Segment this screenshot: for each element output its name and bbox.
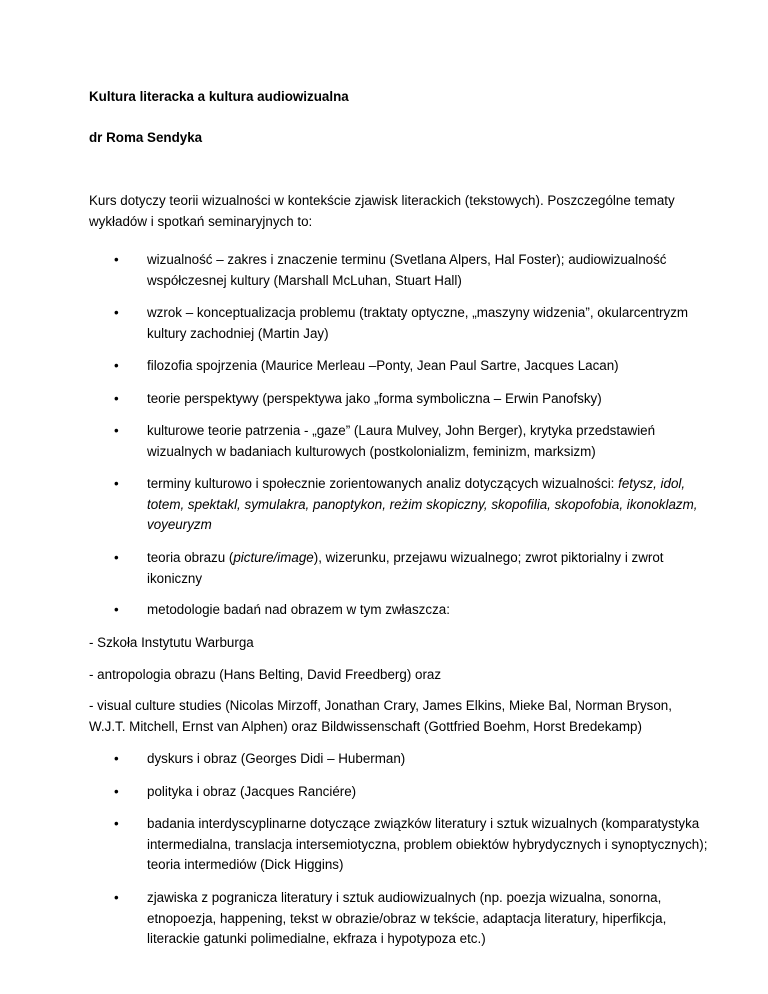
document-author: dr Roma Sendyka xyxy=(89,130,203,145)
bullet-icon: • xyxy=(114,358,119,373)
bullet-icon: • xyxy=(114,816,119,831)
list-item-part-a: teoria obrazu ( xyxy=(147,550,234,565)
bullet-icon: • xyxy=(114,784,119,799)
list-item-text: metodologie badań nad obrazem w tym zwłaszcza: xyxy=(147,602,450,617)
list-item-part-c: ), wizerunku, przejawu wizualnego; zwrot piktorialny i zwrot ikoniczny xyxy=(147,550,664,586)
dash-line: - visual culture studies (Nicolas Mirzoff, Jonathan Crary, James Elkins, Mieke Bal, Norman Bryson, W.J.T. Mitchell, Ernst van Alphen) oraz Bildwissenschaft (Gottfried Boehm, Horst Bredekamp) xyxy=(89,698,672,734)
list-item-part-b: picture/image xyxy=(233,550,314,565)
list-item-text: badania interdyscyplinarne dotyczące związków literatury i sztuk wizualnych (komparatystyka intermedialna, translacja intersemiotyczna, problem obiektów hybrydycznych i synoptycznych); teoria intermediów (Dick Higgins) xyxy=(147,816,708,872)
bullet-icon: • xyxy=(114,423,119,438)
list-item-text: teorie perspektywy (perspektywa jako „forma symboliczna – Erwin Panofsky) xyxy=(147,391,602,406)
bullet-icon: • xyxy=(114,751,119,766)
list-item-text: polityka i obraz (Jacques Ranciére) xyxy=(147,784,357,799)
list-item-text: wzrok – konceptualizacja problemu (traktaty optyczne, „maszyny widzenia”, okularcentryzm kultury zachodniej (Martin Jay) xyxy=(147,305,689,341)
bullet-icon: • xyxy=(114,602,119,617)
list-item-text xyxy=(147,474,717,536)
bullet-icon: • xyxy=(114,550,119,565)
dash-line: - antropologia obrazu (Hans Belting, David Freedberg) oraz xyxy=(89,667,442,682)
list-item-prefix: terminy kulturowo i społecznie zorientowanych analiz dotyczących wizualności: xyxy=(147,476,619,491)
list-item-text: zjawiska z pogranicza literatury i sztuk audiowizualnych (np. poezja wizualna, sonorna, etnopoezja, happening, tekst w obrazie/obraz w tekście, adaptacja literatury, hiperfikcja, literackie gatunki polimedialne, ekfraza i hypotypoza etc.) xyxy=(147,890,667,946)
bullet-icon: • xyxy=(114,305,119,320)
list-item-text: dyskurs i obraz (Georges Didi – Huberman) xyxy=(147,751,406,766)
list-item-text: wizualność – zakres i znaczenie terminu (Svetlana Alpers, Hal Foster); audiowizualność współczesnej kultury (Marshall McLuhan, Stuart Hall) xyxy=(147,252,667,288)
bullet-icon: • xyxy=(114,890,119,905)
list-item-text xyxy=(147,548,717,589)
bullet-icon: • xyxy=(114,476,119,491)
list-item-terms: fetysz, idol, totem, spektakl, symulakra, panoptykon, reżim skopiczny, skopofilia, skopofobia, ikonoklazm, voyeuryzm xyxy=(147,476,698,532)
intro-paragraph: Kurs dotyczy teorii wizualności w kontekście zjawisk literackich (tekstowych). Poszczególne tematy wykładów i spotkań seminaryjnych to: xyxy=(89,193,675,229)
list-item-text: kulturowe teorie patrzenia - „gaze” (Laura Mulvey, John Berger), krytyka przedstawień wizualnych w badaniach kulturowych (postkolonializm, feminizm, marksizm) xyxy=(147,423,656,459)
bullet-icon: • xyxy=(114,391,119,406)
document-title: Kultura literacka a kultura audiowizualna xyxy=(89,89,349,104)
bullet-icon: • xyxy=(114,252,119,267)
list-item-text: filozofia spojrzenia (Maurice Merleau –Ponty, Jean Paul Sartre, Jacques Lacan) xyxy=(147,358,619,373)
dash-line: - Szkoła Instytutu Warburga xyxy=(89,635,254,650)
